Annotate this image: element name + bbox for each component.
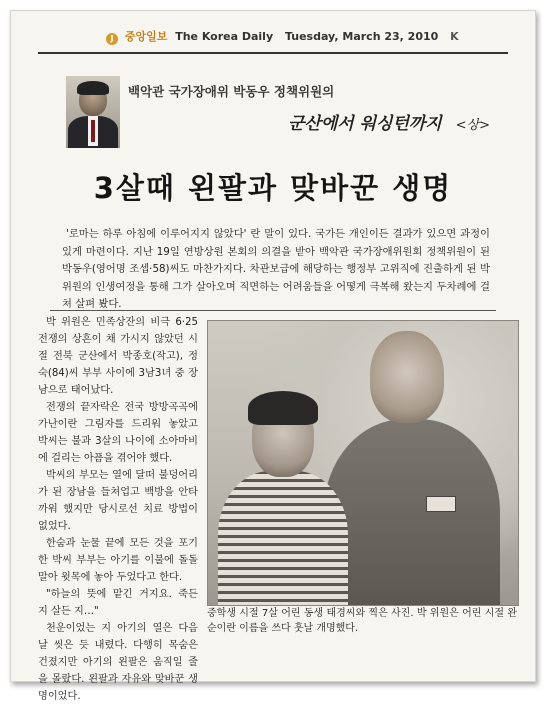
lead-line: 백악관 국가장애위 박동우 정책위원의 <box>128 84 335 99</box>
younger-boy-striped-shirt <box>218 471 348 606</box>
author-portrait <box>66 76 120 148</box>
issue-date: Tuesday, March 23, 2010 <box>284 30 439 43</box>
newspaper-logo-icon: J <box>106 33 118 45</box>
body-paragraph: 천운이었는 지 아기의 열은 다음 날 씻은 듯 내렸다. 다행히 목숨은 건졌지만 아기의 왼팔은 움직일 줄을 몰랐다. 왼팔과 자유와 맞바꾼 생명이었다. <box>38 623 198 702</box>
series-title <box>288 109 490 134</box>
body-paragraph: 한숨과 눈물 끝에 모든 것을 포기한 박씨 부부는 아기를 이불에 돌돌 말아 윗목에 놓아 두었다고 한다. <box>38 538 198 583</box>
caption-text: 중학생 시절 7살 어린 동생 태경씨와 찍은 사진. 박 위원은 어린 시절 완순이란 이름을 쓰다 훗날 개명했다. <box>207 608 517 634</box>
section-divider <box>50 310 496 311</box>
masthead <box>106 28 459 45</box>
section-tag: K <box>450 30 459 43</box>
portrait-tie <box>91 120 95 142</box>
childhood-photo <box>207 320 519 606</box>
newspaper-clipping <box>10 10 536 702</box>
uniform-name-tag <box>426 496 456 512</box>
newspaper-brand: 중앙일보 <box>124 30 168 43</box>
younger-boy-hair <box>248 391 318 425</box>
series-title-text: 군산에서 워싱턴까지 <box>288 114 442 134</box>
older-boy-face <box>370 331 444 423</box>
photo-caption <box>207 606 517 636</box>
portrait-hair <box>77 81 109 95</box>
article-body <box>38 314 198 705</box>
headline: 3살때 왼팔과 맞바꾼 생명 <box>93 171 453 205</box>
series-part: <상> <box>455 118 490 133</box>
newspaper-name: The Korea Daily <box>175 30 274 43</box>
intro-paragraph <box>62 226 490 314</box>
body-paragraph: 전쟁의 끝자락은 전국 방방곡곡에 가난이란 그림자를 드리워 놓았고 박씨는 불과 3살의 나이에 소아마비에 걸리는 아픔을 겪어야 했다. <box>38 402 198 464</box>
body-paragraph: "하늘의 뜻에 맡긴 거지요. 죽든 지 살든 지…" <box>38 589 198 617</box>
body-paragraph: 박 위원은 민족상잔의 비극 6·25 전쟁의 상흔이 채 가시지 않았던 시절 전북 군산에서 박종호(작고), 정숙(84)씨 부부 사이에 3남3녀 중 장남으로 태어났다. <box>38 317 198 396</box>
masthead-rule <box>38 52 508 54</box>
older-boy-uniform <box>324 419 500 606</box>
body-paragraph: 박씨의 부모는 열에 달떠 불덩어리가 된 장남을 들쳐업고 백방을 안타까워 했지만 당시로선 치료 방법이 없었다. <box>38 470 198 532</box>
intro-text: '로마는 하루 아침에 이루어지지 않았다' 란 말이 있다. 국가든 개인이든 결과가 있으면 과정이 있게 마련이다. 지난 19일 연방상원 본회의 의결을 받아 백악관 국가장애위원회 정책위원이 된 박동우(영어명 조셉·58)씨도 마찬가지다. 차관보급에 해당하는 행정부 고위직에 진출하게 된 박 위원의 인생여정을 통해 그가 살아오며 직면하는 어려움들을 어떻게 극복해 왔는지 두차례에 걸쳐 살펴 봤다. <box>62 228 490 310</box>
